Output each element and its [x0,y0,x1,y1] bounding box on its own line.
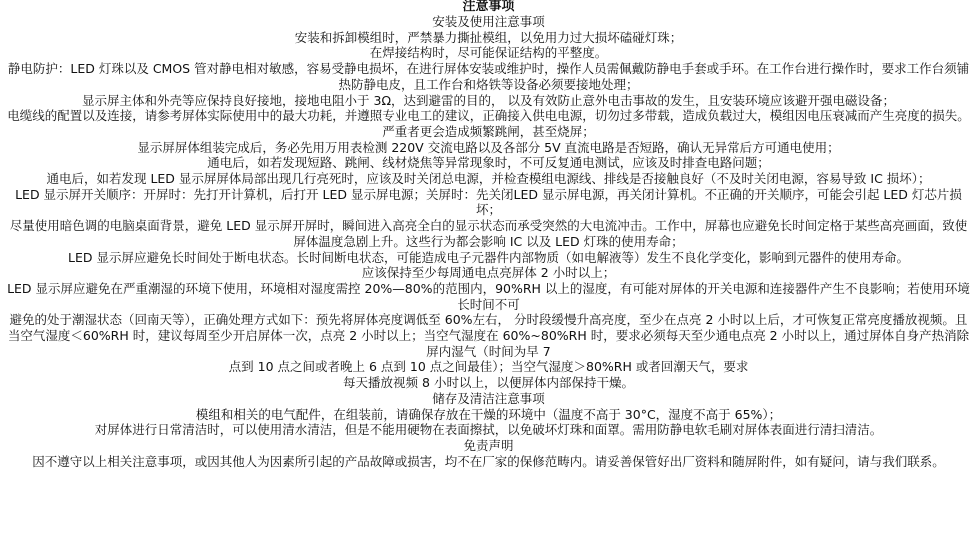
section-heading: 免责声明 [463,437,514,453]
section-heading: 储存及清洁注意事项 [432,390,545,406]
paragraph: 应该保持至少每周通电点亮屏体 2 小时以上； [361,265,616,281]
paragraph: 尽量使用暗色调的电脑桌面背景，避免 LED 显示屏开屏时，瞬间进入高亮全白的显示状态而承受突然的大电流冲击。工作中，屏幕也应避免长时间定格于某些高亮画面，致使屏体温度急剧上升。这些行为都会影响 IC 以及 LED 灯珠的使用寿命； [9,218,968,249]
section-heading: 安装及使用注意事项 [432,14,545,29]
paragraph: 避免的处于潮湿状态（回南天等），正确处理方式如下：预先将屏体亮度调低至 60%左右， 分时段缓慢升高亮度，至少在点亮 2 小时以上后，才可恢复正常亮度播放视频。且当空气湿度＜60%RH 时，建议每周至少开启屏体一次，点亮 2 小时以上；当空气湿度在 60%~80%RH 时，要求必须每天至少通电点亮 2 小时以上，通过屏体自身产热消除屏内湿气（时间为早 7 [7,312,970,359]
paragraph: 通电后，如若发现短路、跳闸、线材烧焦等异常现象时，不可反复通电测试，应该及时排查电路问题； [207,155,770,171]
section-installation [4,14,973,391]
paragraph: 显示屏屏体组装完成后，务必先用万用表检测 220V 交流电路以及各部分 5V 直流电路是否短路，确认无异常后方可通电使用； [137,139,840,155]
paragraph: 因不遵守以上相关注意事项，或因其他人为因素所引起的产品故障或损害，均不在厂家的保修范畴内。请妥善保管好出厂资料和随屏附件，如有疑问，请与我们联系。 [32,453,945,469]
paragraph: LED 显示屏开关顺序：开屏时：先打开计算机，后打开 LED 显示屏电源；关屏时：先关闭LED 显示屏电源，再关闭计算机。不正确的开关顺序，可能会引起 LED 灯芯片损坏； [15,186,962,218]
paragraph: LED 显示屏应避免长时间处于断电状态。长时间断电状态，可能造成电子元器件内部物质（如电解液等）发生不良化学变化，影响到元器件的使用寿命。 [68,249,909,265]
paragraph: 电缆线的配置以及连接，请参考屏体实际使用中的最大功耗，并遵照专业电工的建议，正确接入供电电源，切勿过多带载，造成负载过大，模组因电压衰减而产生亮度的损失。严重者更会造成频繁跳闸，甚至烧屏； [7,108,970,139]
paragraph: 通电后，如若发现 LED 显示屏屏体局部出现几行亮死时，应该及时关闭总电源，并检查模组电源线、排线是否接触良好（不及时关闭电源，容易导致 IC 损坏）； [46,171,931,187]
paragraph: 每天播放视频 8 小时以上，以便屏体内部保持干燥。 [343,375,634,391]
paragraph: 对屏体进行日常清洁时，可以使用清水清洁，但是不能用硬物在表面擦拭，以免破坏灯珠和面罩。需用防静电软毛刷对屏体表面进行清扫清洁。 [94,422,883,438]
document-title: 注意事项 [462,0,515,14]
paragraph: LED 显示屏应避免在严重潮湿的环境下使用，环境相对湿度需控 20%—80%的范围内，90%RH 以上的湿度，有可能对屏体的开关电源和连接器件产生不良影响；若使用环境长时间不可 [7,280,970,312]
section-disclaimer [4,438,973,469]
paragraph: 显示屏主体和外壳等应保持良好接地，接地电阻小于 3Ω，达到避雷的目的， 以及有效防止意外电击事故的发生，且安装环境应该避开强电磁设备； [82,92,895,108]
paragraph: 安装和拆卸模组时，严禁暴力撕扯模组，以免用力过大损坏磕碰灯珠； [294,29,683,45]
paragraph: 静电防护：LED 灯珠以及 CMOS 管对静电相对敏感，容易受静电损坏，在进行屏体安装或维护时，操作人员需佩戴防静电手套或手环。在工作台进行操作时，要求工作台须铺热防静电皮，且工作台和烙铁等设备必须要接地处理； [7,61,970,92]
paragraph: 点到 10 点之间或者晚上 6 点到 10 点之间最佳）；当空气湿度＞80%RH 或者回潮天气，要求 [228,359,749,375]
section-storage-cleaning [4,391,973,438]
paragraph: 在焊接结构时，尽可能保证结构的平整度。 [369,45,608,61]
paragraph: 模组和相关的电气配件，在组装前，请确保存放在干燥的环境中（温度不高于 30°C，湿度不高于 65%）； [195,406,782,422]
